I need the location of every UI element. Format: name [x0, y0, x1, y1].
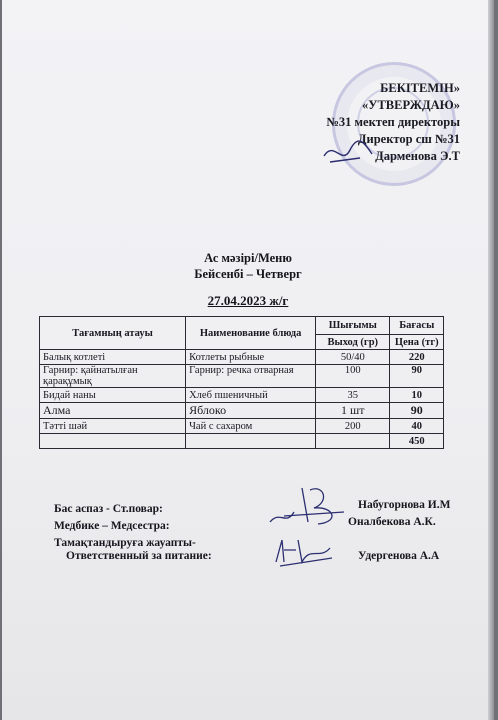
director-signature: [320, 136, 380, 172]
dish-weight: 100: [316, 365, 390, 388]
cook-nurse-signature: [264, 482, 354, 532]
dish-ru: Гарнир: речка отварная: [186, 365, 316, 388]
responsible-signature: [270, 532, 340, 572]
dish-price: 10: [390, 388, 444, 403]
approval-line-3: №31 мектеп директоры: [326, 115, 460, 129]
col-header-kz: Тағамның атауы: [40, 317, 186, 350]
dish-price: 40: [390, 419, 444, 434]
document-page: [2, 0, 494, 720]
col-header-price-ru: Цена (тг): [390, 335, 444, 350]
approval-line-2: «УТВЕРЖДАЮ»: [362, 98, 460, 112]
nurse-name: Оналбекова А.К.: [348, 516, 436, 528]
menu-title: Ас мәзірі/Меню: [204, 251, 292, 265]
menu-day: Бейсенбі – Четверг: [194, 267, 302, 281]
dish-weight: 1 шт: [316, 403, 390, 419]
dish-kz: Тәтті шәй: [40, 419, 186, 434]
dish-weight: 35: [316, 388, 390, 403]
approval-line-5: Дарменова Э.Т: [375, 149, 460, 163]
dish-kz: Алма: [40, 403, 186, 419]
dish-price: 220: [390, 350, 444, 365]
table-header-row: [40, 317, 444, 335]
table-row: [40, 350, 444, 365]
nurse-label: Медбике – Медсестра:: [54, 520, 170, 532]
responsible-name: Удергенова А.А: [358, 550, 440, 562]
dish-ru: Котлеты рыбные: [186, 350, 316, 365]
table-row: [40, 419, 444, 434]
col-header-ru: Наименование блюда: [186, 317, 316, 350]
dish-weight: 50/40: [316, 350, 390, 365]
menu-table: [39, 316, 444, 449]
empty-cell: [316, 434, 390, 449]
empty-cell: [186, 434, 316, 449]
dish-ru: Хлеб пшеничный: [186, 388, 316, 403]
dish-weight: 200: [316, 419, 390, 434]
dish-kz: Гарнир: қайнатылған қарақұмық: [40, 365, 186, 388]
cook-label: Бас аспаз - Ст.повар:: [54, 503, 163, 515]
total-price: 450: [390, 434, 444, 449]
cook-name: Набугорнова И.М: [358, 499, 451, 511]
table-row: [40, 403, 444, 419]
col-header-weight-kz: Шығымы: [316, 317, 390, 335]
dish-ru: Яблоко: [186, 403, 316, 419]
dish-kz: Балық котлеті: [40, 350, 186, 365]
menu-date: 27.04.2023 ж/г: [207, 293, 289, 308]
col-header-price-kz: Бағасы: [390, 317, 444, 335]
page-edge-shadow: [488, 0, 494, 720]
responsible-label-kz: Тамақтандыруға жауапты-: [54, 537, 196, 549]
table-row: [40, 365, 444, 388]
approval-line-4: Директор сш №31: [357, 132, 460, 146]
dish-kz: Бидай наны: [40, 388, 186, 403]
approval-line-1: БЕКІТЕМІН»: [380, 81, 460, 95]
table-total-row: [40, 434, 444, 449]
responsible-label-ru: Ответственный за питание:: [66, 550, 212, 562]
dish-price: 90: [390, 403, 444, 419]
dish-ru: Чай с сахаром: [186, 419, 316, 434]
dish-price: 90: [390, 365, 444, 388]
table-row: [40, 388, 444, 403]
col-header-weight-ru: Выход (гр): [316, 335, 390, 350]
empty-cell: [40, 434, 186, 449]
